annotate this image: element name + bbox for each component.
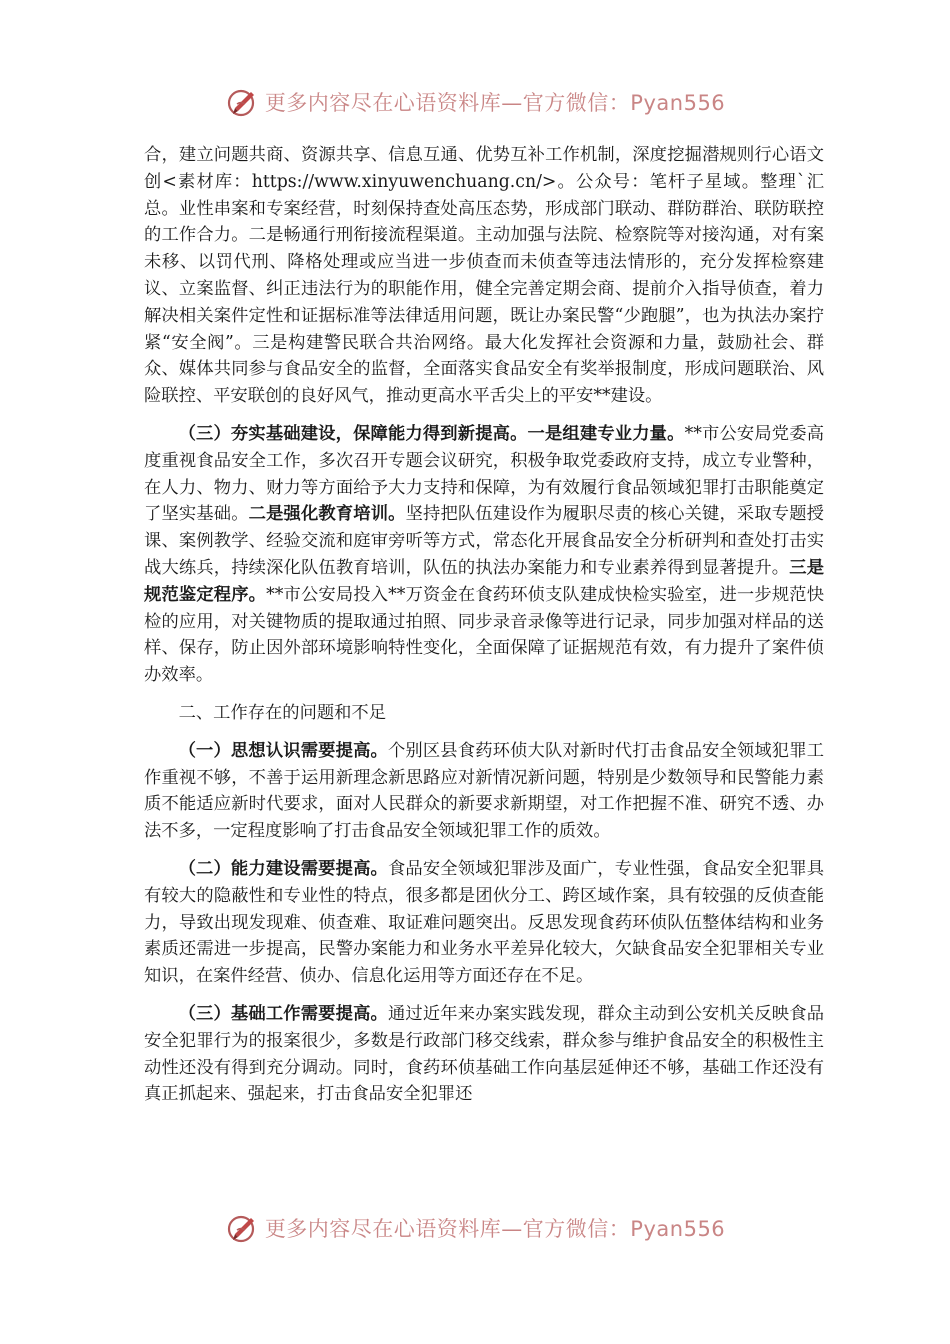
bold-heading: （三）夯实基础建设，保障能力得到新提高。一是组建专业力量。 [178,423,685,444]
paragraph-section-three: （三）夯实基础建设，保障能力得到新提高。一是组建专业力量。**市公安局党委高度重视食品安全工作，多次召开专题会议研究，积极争取党委政府支持，成立专业警种，在人力、物力、财力等方面给予大力支持和保障，为有效履行食品领域犯罪打击职能奠定了坚实基础。二是强化教育培训。坚持把队伍建设作为履职尽责的核心关键，采取专题授课、案例教学、经验交流和庭审旁听等方式，常态化开展食品安全分析研判和查处打击实战大练兵，持续深化队伍教育培训，队伍的执法办案能力和专业素养得到显著提升。三是规范鉴定程序。**市公安局投入**万资金在食药环侦支队建成快检实验室，进一步规范快检的应用，对关键物质的提取通过拍照、同步录音录像等进行记录，同步加强对样品的送样、保存，防止因外部环境影响特性变化，全面保障了证据规范有效，有力提升了案件侦办效率。 [144,423,824,686]
bold-heading: 三是规范鉴定程序。 [144,557,824,605]
bold-heading: （一）思想认识需要提高。 [178,740,388,761]
footer-watermark-text: 更多内容尽在心语资料库—官方微信：Pyan556 [264,1217,726,1241]
bold-heading: 二是强化教育培训。 [248,504,406,525]
header-watermark-text: 更多内容尽在心语资料库—官方微信：Pyan556 [264,91,726,115]
footer-watermark-banner [0,1208,950,1248]
paragraph-continuation: 合，建立问题共商、资源共享、信息互通、优势互补工作机制，深度挖掘潜规则行心语文创<素材库：https://www.xinyuwenchuang.cn/>。公众号：笔杆子星域。整理`汇总。业性串案和专案经营，时刻保持查处高压态势，形成部门联动、群防群治、联防联控的工作合力。二是畅通行刑衔接流程渠道。主动加强与法院、检察院等对接沟通，对有案未移、以罚代刑、降格处理或应当进一步侦查而未侦查等违法情形的，充分发挥检察建议、立案监督、纠正违法行为的职能作用，健全完善定期会商、提前介入指导侦查，着力解决相关案件定性和证据标准等法律适用问题，既让办案民警“少跑腿”，也为执法办案拧紧“安全阀”。三是构建警民联合共治网络。最大化发挥社会资源和力量，鼓励社会、群众、媒体共同参与食品安全的监督，全面落实食品安全有奖举报制度，形成问题联治、风险联控、平安联创的良好风气，推动更高水平舌尖上的平安**建设。 [144,145,824,407]
paragraph-problem-one: （一）思想认识需要提高。个别区县食药环侦大队对新时代打击食品安全领域犯罪工作重视不够，不善于运用新理念新思路应对新情况新问题，特别是少数领导和民警能力素质不能适应新时代要求，面对人民群众的新要求新期望，对工作把握不准、研究不透、办法不多，一定程度影响了打击食品安全领域犯罪工作的质效。 [144,740,824,842]
pen-logo-icon [225,84,261,120]
paragraph-problem-two: （二）能力建设需要提高。食品安全领域犯罪涉及面广，专业性强，食品安全犯罪具有较大的隐蔽性和专业性的特点，很多都是团伙分工、跨区域作案，具有较强的反侦查能力，导致出现发现难、侦查难、取证难问题突出。反思发现食药环侦队伍整体结构和业务素质还需进一步提高，民警办案能力和业务水平差异化较大，欠缺食品安全犯罪相关专业知识，在案件经营、侦办、信息化运用等方面还存在不足。 [144,858,824,987]
document-body [144,142,824,1119]
pen-logo-icon [225,1210,261,1246]
paragraph-problem-three: （三）基础工作需要提高。通过近年来办案实践发现，群众主动到公安机关反映食品安全犯罪行为的报案很少，多数是行政部门移交线索，群众参与维护食品安全的积极性主动性还没有得到充分调动。同时，食药环侦基础工作向基层延伸还不够，基础工作还没有真正抓起来、强起来，打击食品安全犯罪还 [144,1003,824,1105]
header-watermark-banner [0,82,950,122]
bold-heading: （三）基础工作需要提高。 [178,1003,388,1024]
section-heading: 二、工作存在的问题和不足 [178,702,386,723]
bold-heading: （二）能力建设需要提高。 [178,858,388,879]
